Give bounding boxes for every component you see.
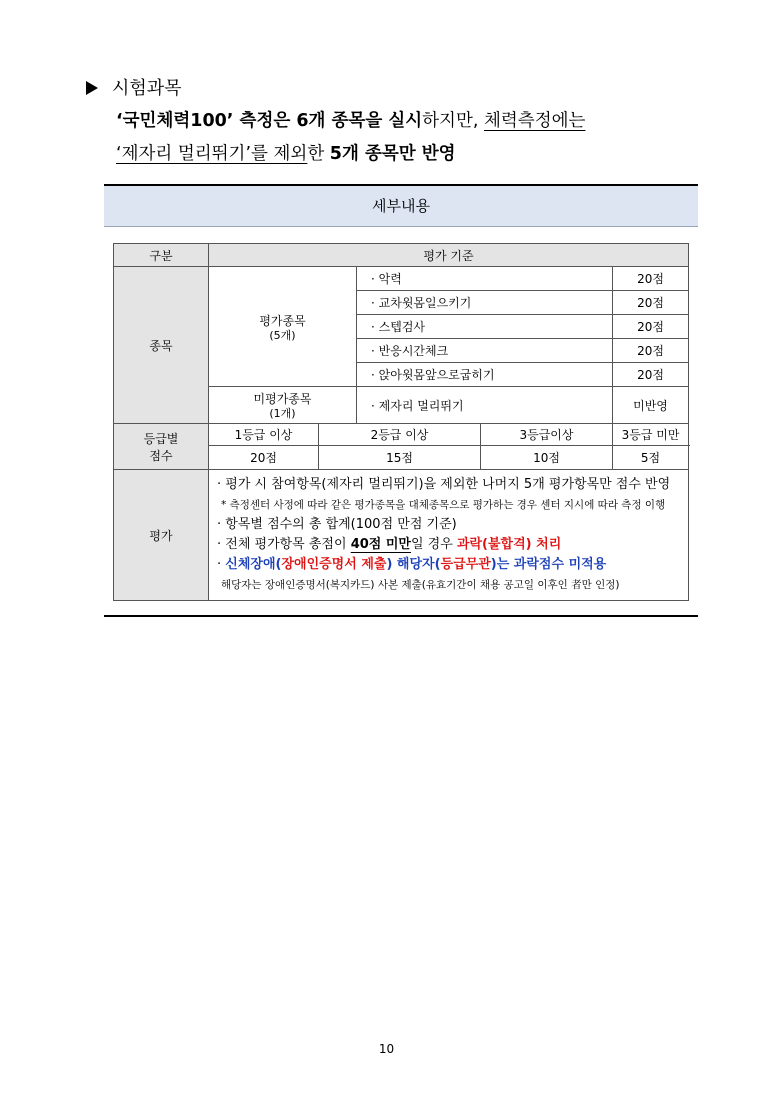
item-name: · 교차윗몸일으키기 — [357, 291, 613, 315]
box-title: 세부내용 — [104, 186, 698, 227]
nonevaluated-items-label: 미평가종목 (1개) — [209, 387, 357, 424]
box-bottom-rule — [104, 615, 698, 617]
grade-header: 1등급 이상 — [209, 424, 319, 446]
section-title: 시험과목 — [112, 78, 182, 99]
eval-line-5: · 신체장애(장애인증명서 제출) 해당자(등급무관)는 과락점수 미적용 — [217, 557, 607, 572]
eval-line-2: * 측정센터 사정에 따라 같은 평가종목을 대체종목으로 평가하는 경우 센터 지시에 따라 측정 이행 — [221, 499, 666, 511]
grade-score: 15점 — [319, 446, 481, 470]
item-score: 20점 — [613, 315, 689, 339]
intro-bold-1: ‘국민체력100’ 측정은 6개 종목을 실시 — [116, 111, 423, 131]
header-criteria: 평가 기준 — [209, 244, 689, 267]
item-score: 20점 — [613, 267, 689, 291]
eval-line-6: 해당자는 장애인증명서(복지카드) 사본 제출(유효기간이 채용 공고일 이후인 者만 인정) — [221, 579, 620, 591]
item-name: · 스텝검사 — [357, 315, 613, 339]
nonevaluated-item-name: · 제자리 멀리뛰기 — [357, 387, 613, 424]
eval-line-1: · 평가 시 참여항목(제자리 멀리뛰기)을 제외한 나머지 5개 평가항목만 점수 반영 — [217, 477, 671, 492]
grade-header: 2등급 이상 — [319, 424, 481, 446]
eval-line-3: · 항목별 점수의 총 합계(100점 만점 기준) — [217, 517, 457, 532]
evaluation-body — [209, 470, 689, 601]
evaluation-label: 평가 — [114, 470, 209, 601]
criteria-table — [113, 243, 689, 601]
item-score: 20점 — [613, 339, 689, 363]
intro-line-1 — [116, 105, 702, 138]
grade-header: 3등급 미만 — [613, 424, 689, 446]
item-name: · 악력 — [357, 267, 613, 291]
category-items: 종목 — [114, 267, 209, 424]
intro-underlined-4: ‘제자리 멀리뛰기’를 제외 — [116, 144, 308, 164]
item-name: · 앉아윗몸앞으로굽히기 — [357, 363, 613, 387]
nonevaluated-item-score: 미반영 — [613, 387, 689, 424]
eval-line-4: · 전체 평가항목 총점이 40점 미만일 경우 과락(불합격) 처리 — [217, 537, 562, 552]
triangle-bullet-icon — [86, 81, 98, 95]
item-name: · 반응시간체크 — [357, 339, 613, 363]
intro-text-2: 하지만, — [422, 111, 479, 131]
page-number: 10 — [378, 1042, 395, 1056]
intro-bold-6: 5개 종목만 반영 — [329, 144, 456, 164]
section-heading — [86, 74, 182, 100]
intro-text-5: 한 — [307, 144, 325, 164]
grade-score: 20점 — [209, 446, 319, 470]
grade-score-label: 등급별 점수 — [114, 424, 209, 470]
intro-underlined-3: 체력측정에는 — [484, 111, 586, 131]
intro-line-2 — [116, 138, 702, 171]
evaluated-items-label: 평가종목 (5개) — [209, 267, 357, 387]
grade-score: 10점 — [481, 446, 613, 470]
grade-score: 5점 — [613, 446, 689, 470]
header-category: 구분 — [114, 244, 209, 267]
item-score: 20점 — [613, 363, 689, 387]
grade-header: 3등급이상 — [481, 424, 613, 446]
item-score: 20점 — [613, 291, 689, 315]
